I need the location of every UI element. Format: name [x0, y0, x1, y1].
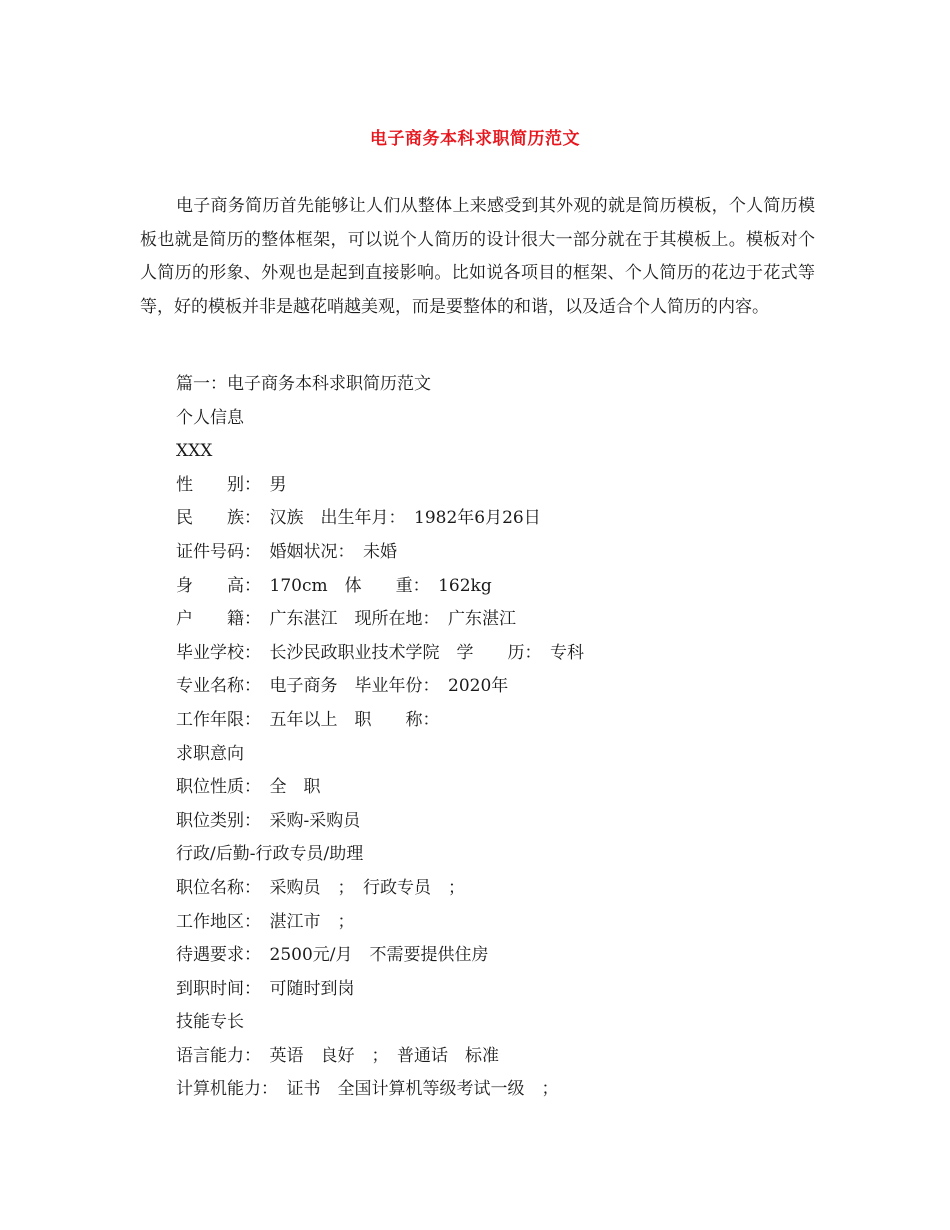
- section-heading: 技能专长: [176, 1012, 244, 1033]
- info-line: 工作地区： 湛江市 ；: [176, 911, 355, 932]
- intro-paragraph: 电子商务简历首先能够让人们从整体上来感受到其外观的就是简历模板，个人简历模板也就是简历的整体框架，可以说个人简历的设计很大一部分就在于其模板上。模板对个人简历的形象、外观也是起到直接影响。比如说各项目的框架、个人简历的花边于花式等等，好的模板并非是越花哨越美观，而是要整体的和谐，以及适合个人简历的内容。: [140, 196, 815, 317]
- name-line: XXX: [176, 441, 213, 462]
- section-heading: 求职意向: [176, 743, 244, 764]
- info-line: 专业名称： 电子商务 毕业年份： 2020年: [176, 676, 509, 697]
- info-line: 到职时间： 可随时到岗: [176, 978, 355, 999]
- info-line: 毕业学校： 长沙民政职业技术学院 学 历： 专科: [176, 642, 584, 663]
- info-line: 待遇要求： 2500元/月 不需要提供住房: [176, 945, 489, 966]
- info-line: 工作年限： 五年以上 职 称：: [176, 709, 440, 730]
- info-line: 性 别： 男: [176, 474, 287, 495]
- info-line: 职位类别： 采购-采购员: [176, 810, 361, 831]
- info-line: 户 籍： 广东湛江 现所在地： 广东湛江: [176, 609, 516, 630]
- document-title: 电子商务本科求职简历范文: [370, 129, 580, 149]
- info-line: 身 高： 170cm 体 重： 162kg: [176, 575, 492, 596]
- info-line: 职位名称： 采购员 ； 行政专员 ；: [176, 877, 465, 898]
- info-line: 证件号码： 婚姻状况： 未婚: [176, 541, 397, 562]
- info-line: 语言能力： 英语 良好 ； 普通话 标准: [176, 1045, 499, 1066]
- info-line: 行政/后勤-行政专员/助理: [176, 844, 364, 865]
- section-heading: 个人信息: [176, 407, 244, 428]
- section-heading: 篇一：电子商务本科求职简历范文: [176, 374, 431, 394]
- resume-lines: [176, 368, 836, 1107]
- info-line: 计算机能力： 证书 全国计算机等级考试一级 ；: [176, 1079, 559, 1100]
- info-line: 民 族： 汉族 出生年月： 1982年6月26日: [176, 508, 541, 529]
- info-line: 职位性质： 全 职: [176, 777, 321, 798]
